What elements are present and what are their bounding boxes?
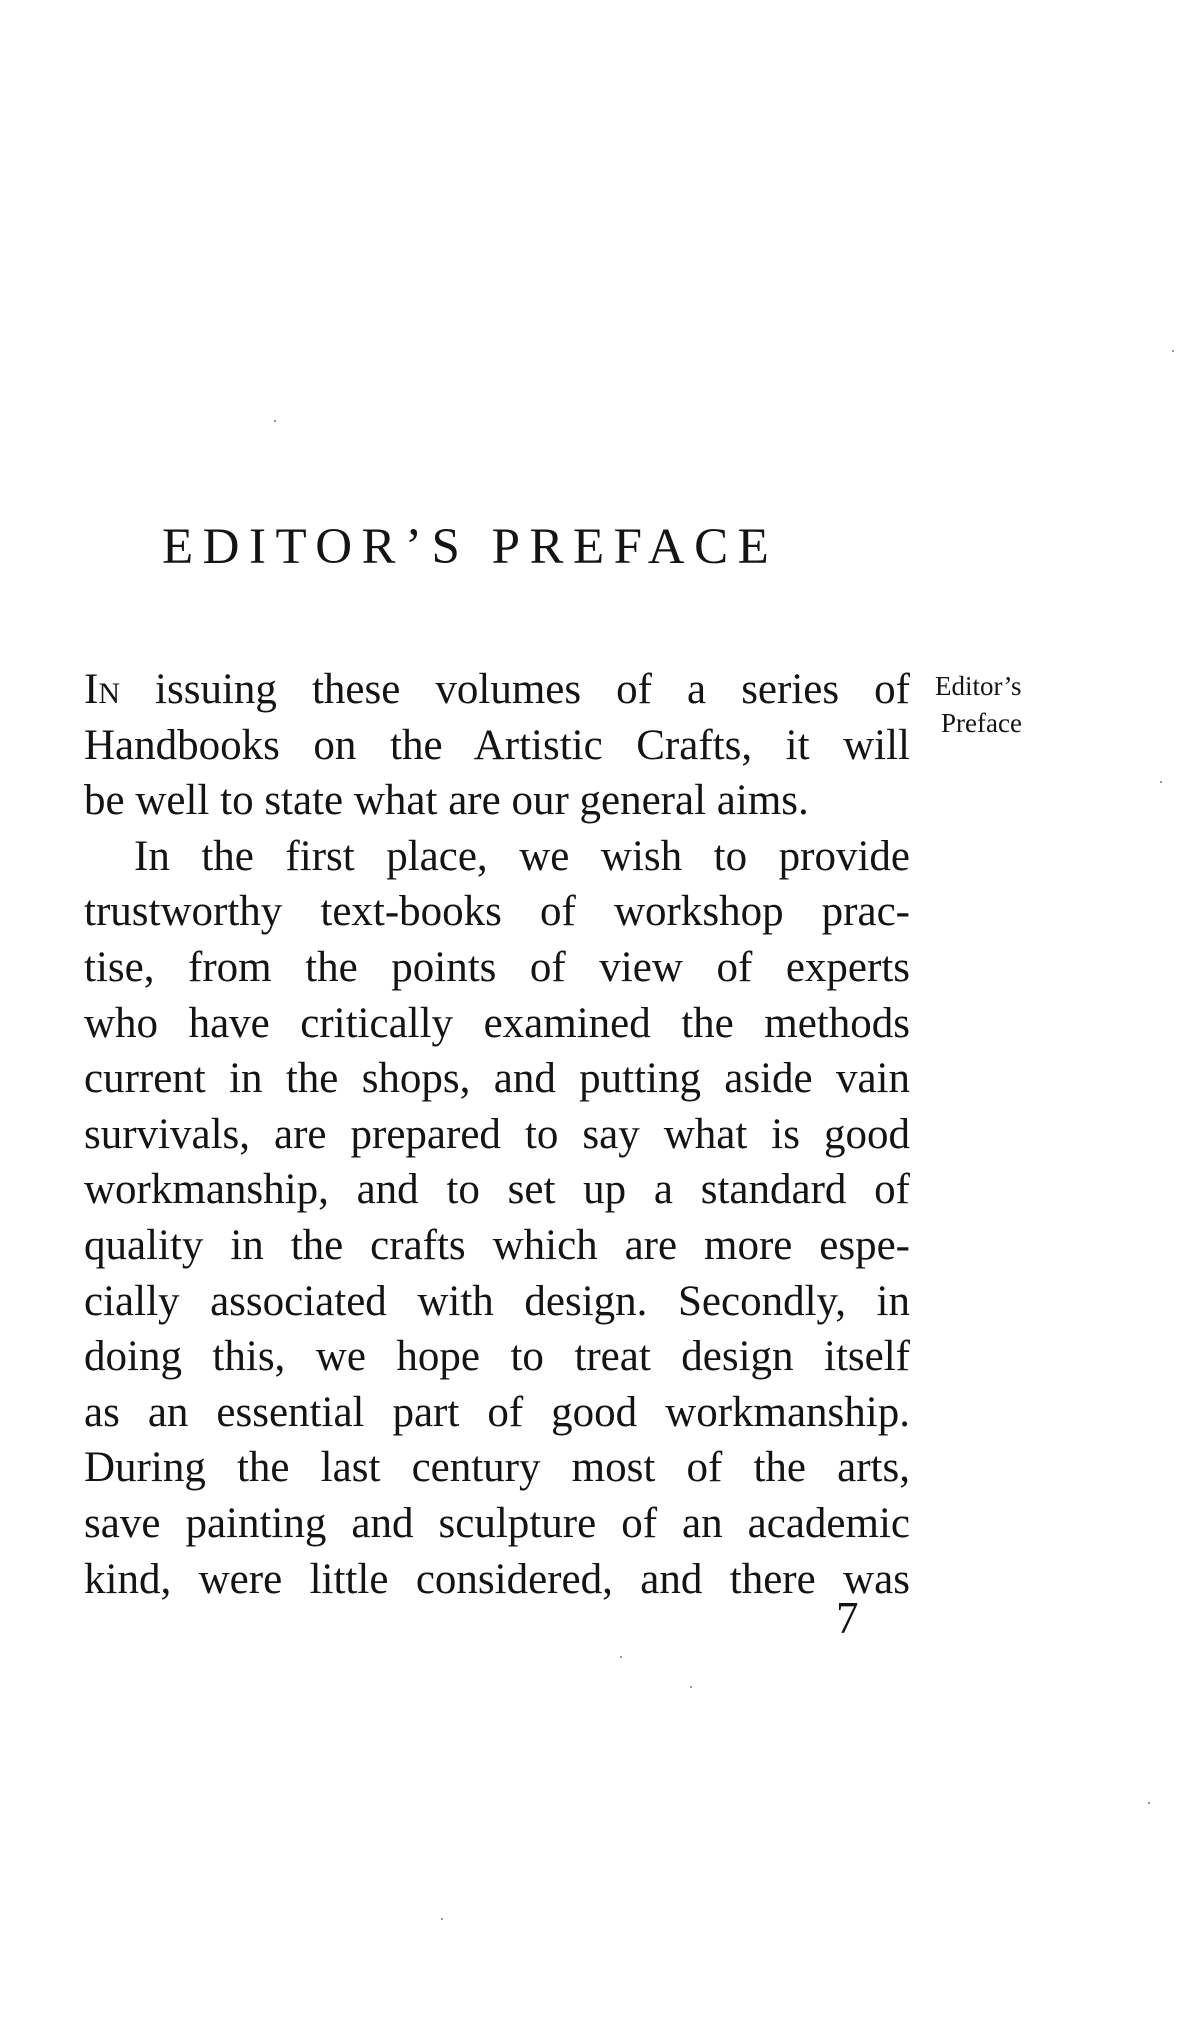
text-line: cially associated with design. Secondly, in	[84, 1277, 910, 1325]
text-line-rest: issuing these volumes of a series of	[119, 666, 910, 713]
text-line: Handbooks on the Artistic Crafts, it will	[84, 721, 910, 769]
text-line: who have critically examined the methods	[84, 999, 910, 1047]
marginal-note-line-1: Editor’s	[935, 671, 1022, 701]
text-line: survivals, are prepared to say what is good	[84, 1110, 910, 1158]
text-line: current in the shops, and putting aside vain	[84, 1055, 910, 1103]
scan-speck	[1160, 781, 1162, 783]
text-line: be well to state what are our general aims.	[84, 777, 809, 825]
scan-speck	[1148, 1802, 1150, 1804]
page-number: 7	[836, 1593, 859, 1643]
text-line	[84, 662, 910, 718]
body-text	[84, 662, 910, 1607]
text-line: tise, from the points of view of experts	[84, 943, 910, 991]
scan-speck	[1172, 350, 1174, 352]
text-line: as an essential part of good workmanship.	[84, 1388, 910, 1436]
scan-speck	[441, 1918, 443, 1920]
scan-speck	[690, 1686, 692, 1688]
text-line: kind, were little considered, and there was	[84, 1555, 910, 1603]
marginal-note-line-2: Preface	[941, 708, 1022, 738]
text-line: In the first place, we wish to provide	[134, 832, 910, 880]
text-line: During the last century most of the arts,	[84, 1444, 910, 1492]
text-line: save painting and sculpture of an academic	[84, 1499, 910, 1547]
text-line: quality in the crafts which are more espe-	[84, 1221, 910, 1269]
text-line: trustworthy text-books of workshop prac-	[84, 888, 910, 936]
scan-speck	[274, 420, 276, 422]
text-line: doing this, we hope to treat design itself	[84, 1333, 910, 1381]
marginal-note	[935, 668, 1022, 742]
text-line: workmanship, and to set up a standard of	[84, 1166, 910, 1214]
page-title: EDITOR’S PREFACE	[162, 519, 779, 575]
drop-word: In	[84, 666, 120, 713]
scan-speck	[620, 1656, 622, 1658]
